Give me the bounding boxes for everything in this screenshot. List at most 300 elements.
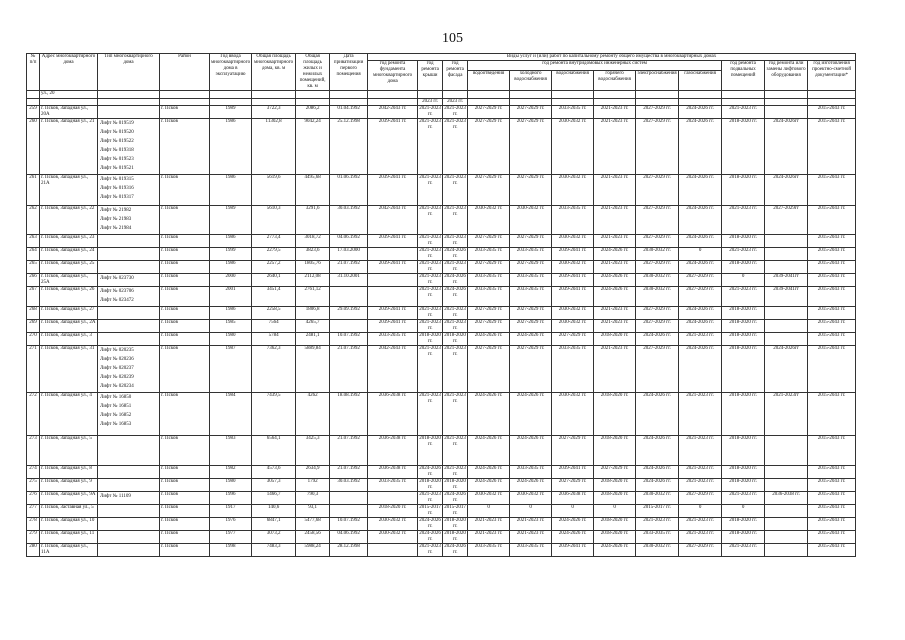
- row-foundation: 2018-2020 гг.: [368, 505, 418, 518]
- lift-id: Лифт № 16851: [100, 404, 132, 409]
- row-foundation: [368, 544, 418, 557]
- row-design-docs: 2015-2043 гг.: [808, 248, 856, 261]
- row-lifts: [98, 248, 160, 261]
- lift-id: Лифт № 019315: [100, 177, 134, 182]
- row-district: г. Псков: [160, 346, 210, 393]
- row-design-docs: 2015-2043 гг.: [808, 235, 856, 248]
- row-foundation: 2042-2043 гг.: [368, 346, 418, 393]
- row-basement: [722, 91, 765, 99]
- row-electricity: 2030-2032 гг.: [636, 544, 679, 557]
- row-lifts: [98, 274, 160, 287]
- row-cold-water: 2027-2029 гг.: [510, 119, 552, 175]
- row-design-docs: 2015-2043 гг.: [808, 287, 856, 307]
- row-lifts: [98, 206, 160, 235]
- row-lift-repair: 2024-2026гг: [765, 346, 808, 393]
- row-lifts: [98, 106, 160, 119]
- row-number: 276: [27, 492, 40, 505]
- repair-schedule-table: [26, 53, 856, 557]
- row-address: г. Псков, Западная ул., 9А: [40, 492, 98, 505]
- row-hot-water: 2027-2029 гг.: [594, 466, 636, 479]
- row-gas: 2027-2029 гг.: [679, 544, 722, 557]
- row-water-supply: 2030-2032 гг.: [552, 320, 594, 333]
- row-total-area: [252, 91, 296, 99]
- row-foundation: 2036-2038 гг.: [368, 436, 418, 466]
- row-gas: 2024-2026 гг.: [679, 206, 722, 235]
- row-foundation: 2036-2038 гг.: [368, 393, 418, 436]
- row-cold-water: 2027-2029 гг.: [510, 320, 552, 333]
- row-district: г. Псков: [160, 287, 210, 307]
- header-basement: год ремонта подвальных помещений: [722, 61, 765, 91]
- lift-id: Лифт № 019317: [100, 195, 134, 200]
- table-row: [27, 492, 856, 505]
- row-living-area: 1806,8: [296, 307, 330, 320]
- table-row: [27, 436, 856, 466]
- row-living-area: 5889,84: [296, 346, 330, 393]
- row-priv-date: 18.08.1992: [330, 393, 368, 436]
- row-living-area: 4262: [296, 393, 330, 436]
- table-row: [27, 287, 856, 307]
- row-total-area: 1466,7: [252, 492, 296, 505]
- row-gas: 2024-2026 гг.: [679, 346, 722, 393]
- row-address: ул., 20: [40, 91, 98, 99]
- row-address: г. Псков, Западная ул., 9: [40, 479, 98, 492]
- lift-id: Лифт № 019318: [100, 148, 134, 153]
- row-total-area: 6847,1: [252, 518, 296, 531]
- row-lift-repair: [765, 261, 808, 274]
- row-lift-repair: [765, 99, 808, 106]
- row-water-disposal: 2027-2029 гг.: [468, 106, 510, 119]
- row-hot-water: 2021-2023 гг.: [594, 235, 636, 248]
- table-row: [27, 91, 856, 99]
- row-electricity: 2015-2017 гг.: [636, 505, 679, 518]
- row-roof: 2021-2023 гг.: [418, 206, 443, 235]
- row-basement: 2018-2020 гг.: [722, 119, 765, 175]
- table-row: [27, 206, 856, 235]
- row-foundation: 2033-2035 гг.: [368, 479, 418, 492]
- row-lifts: [98, 307, 160, 320]
- row-number: 273: [27, 436, 40, 466]
- row-hot-water: 2018-2020 гг.: [594, 393, 636, 436]
- table-header: [27, 54, 856, 91]
- row-priv-date: 31.10.2001: [330, 274, 368, 287]
- row-facade: 2024-2026 гг.: [443, 287, 468, 307]
- lift-id: Лифт № 019523: [100, 157, 134, 162]
- row-foundation: [368, 492, 418, 505]
- row-roof: 2021-2023 гг.: [419, 492, 441, 503]
- row-lift-repair: [765, 505, 808, 518]
- row-gas: 2024-2026 гг.: [679, 119, 722, 175]
- row-year: 1986: [210, 307, 252, 320]
- row-design-docs: 2015-2043 гг.: [808, 518, 856, 531]
- table-row: [27, 320, 856, 333]
- row-lift-repair: 2039-2041гг: [765, 274, 808, 287]
- table-row: [27, 235, 856, 248]
- row-priv-date: [330, 99, 368, 106]
- row-living-area: 3291,6: [296, 206, 330, 235]
- lift-id: Лифт № 020236: [100, 357, 134, 362]
- row-total-area: 140,6: [252, 505, 296, 518]
- lift-id: Лифт № 21984: [100, 226, 132, 231]
- row-foundation: [368, 91, 418, 99]
- row-gas: 2021-2023 гг.: [679, 518, 722, 531]
- row-water-supply: 2027-2029 гг.: [552, 479, 594, 492]
- row-electricity: 2021-2023 гг.: [636, 518, 679, 531]
- row-lifts: [98, 175, 160, 206]
- row-lifts: [98, 505, 160, 518]
- row-water-supply: 2030-2032 гг.: [552, 175, 594, 206]
- row-cold-water: 2027-2029 гг.: [510, 106, 552, 119]
- row-cold-water: 2027-2029 гг.: [510, 307, 552, 320]
- row-living-area: 2458,56: [296, 531, 330, 544]
- row-basement: 2018-2020 гг.: [722, 320, 765, 333]
- row-facade: 2021-2023 гг.: [443, 206, 468, 235]
- row-year: 1982: [210, 466, 252, 479]
- row-electricity: 2027-2029 гг.: [636, 119, 679, 175]
- row-living-area: 3425,3: [296, 436, 330, 466]
- row-number: 260: [27, 119, 40, 175]
- row-address: г. Псков, Западная ул., 22: [40, 206, 98, 235]
- row-address: г. Псков, Западная ул., 31: [40, 346, 98, 393]
- row-electricity: 2030-2032 гг.: [636, 492, 679, 505]
- row-electricity: 2033-2035 гг.: [636, 531, 679, 544]
- row-facade: 2023 гг.: [443, 99, 468, 106]
- row-lifts: [98, 492, 160, 505]
- header-gas: газоснабжения: [679, 71, 722, 91]
- row-facade: 2021-2023 гг.: [444, 307, 466, 318]
- row-lift-repair: 2024-2026гг: [765, 175, 808, 206]
- row-roof: 2024-2026 гг.: [419, 466, 441, 477]
- row-number: 271: [27, 346, 40, 393]
- row-living-area: 1805,76: [296, 261, 330, 274]
- row-total-area: 3073,2: [252, 531, 296, 544]
- row-roof: 2018-2020 гг.: [419, 479, 441, 490]
- row-facade: 2024-2026 гг.: [444, 544, 466, 555]
- row-water-supply: 2039-2041 гг.: [552, 287, 594, 307]
- header-total-area: Общая площадь многоквартирного дома, кв. м: [252, 54, 296, 91]
- row-district: [160, 91, 210, 99]
- row-priv-date: 21.07.1992: [330, 466, 368, 479]
- table-row: [27, 544, 856, 557]
- row-water-supply: 0: [552, 505, 594, 518]
- row-lift-repair: [765, 307, 808, 320]
- row-district: г. Псков: [160, 479, 210, 492]
- row-year: 1996: [210, 492, 252, 505]
- row-cold-water: 2024-2026 гг.: [510, 333, 552, 346]
- row-living-area: 2481,1: [296, 333, 330, 346]
- row-water-disposal: 2021-2023 гг.: [468, 518, 510, 531]
- row-year: 1976: [210, 518, 252, 531]
- lift-id: Лифт № 020235: [100, 348, 134, 353]
- row-lifts: [98, 518, 160, 531]
- row-address: г. Псков, Западная ул., 21: [40, 119, 98, 175]
- row-roof: 2021-2023 гг.: [419, 235, 441, 246]
- row-basement: 2021-2023 гг.: [722, 248, 765, 261]
- row-total-area: 7439,5: [252, 393, 296, 436]
- header-num: № п/п: [27, 54, 40, 91]
- row-total-area: 7483,3: [252, 544, 296, 557]
- row-design-docs: 2015-2043 гг.: [808, 346, 856, 393]
- row-basement: 2018-2020 гг.: [722, 333, 765, 346]
- row-address: г. Псков, Западная ул., 27: [40, 307, 98, 320]
- table-row: [27, 518, 856, 531]
- row-water-disposal: [468, 91, 510, 99]
- row-water-disposal: 2027-2029 гг.: [468, 320, 510, 333]
- row-lifts: [98, 320, 160, 333]
- row-water-disposal: 2027-2029 гг.: [468, 235, 510, 248]
- row-year: [210, 91, 252, 99]
- row-water-disposal: 2030-2032 гг.: [468, 206, 510, 235]
- row-hot-water: 0: [594, 505, 636, 518]
- row-hot-water: 2021-2023 гг.: [594, 175, 636, 206]
- row-lift-repair: [765, 518, 808, 531]
- table-row: [27, 505, 856, 518]
- row-water-supply: 2039-2041 гг.: [552, 466, 594, 479]
- table-row: [27, 119, 856, 175]
- row-gas: 2024-2026 гг.: [679, 106, 722, 119]
- row-basement: 2018-2020 гг.: [722, 307, 765, 320]
- table-row: [27, 333, 856, 346]
- row-cold-water: 2024-2026 гг.: [510, 436, 552, 466]
- row-gas: 2024-2026 гг.: [679, 175, 722, 206]
- row-total-area: 5619,6: [252, 175, 296, 206]
- row-gas: 2021-2023 гг.: [679, 466, 722, 479]
- row-hot-water: [594, 91, 636, 99]
- row-district: г. Псков: [160, 106, 210, 119]
- row-hot-water: 2018-2020 гг.: [594, 479, 636, 492]
- row-water-supply: 2024-2026 гг.: [552, 518, 594, 531]
- row-year: 1986: [210, 119, 252, 175]
- row-water-supply: 2033-2035 гг.: [552, 346, 594, 393]
- row-foundation: [368, 287, 418, 307]
- row-cold-water: 2033-2035 гг.: [510, 248, 552, 261]
- row-water-supply: 2033-2035 гг.: [552, 206, 594, 235]
- row-roof: 2021-2023 гг.: [418, 119, 443, 175]
- row-roof: 2021-2023 гг.: [418, 346, 443, 393]
- row-facade: 2021-2023 гг.: [443, 346, 468, 393]
- row-number: 264: [27, 248, 40, 261]
- row-total-area: 3451,4: [252, 287, 296, 307]
- row-hot-water: 2024-2026 гг.: [594, 544, 636, 557]
- row-district: г. Псков: [160, 505, 210, 518]
- row-address: г. Псков, Западная ул., 11А: [40, 544, 98, 557]
- row-foundation: 2039-2041 гг.: [368, 307, 418, 320]
- row-lift-repair: 2036-2038 гг.: [765, 492, 808, 505]
- row-total-area: 5784: [252, 333, 296, 346]
- row-design-docs: 2015-2043 гг.: [808, 274, 856, 287]
- row-lift-repair: [765, 333, 808, 346]
- table-row: [27, 274, 856, 287]
- row-gas: 2021-2023 гг.: [679, 436, 722, 466]
- row-lifts: [98, 479, 160, 492]
- row-cold-water: 2033-2035 гг.: [510, 274, 552, 287]
- row-basement: 2018-2020 гг.: [722, 466, 765, 479]
- row-address: [40, 99, 98, 106]
- row-facade: 2024-2026 гг.: [444, 248, 466, 259]
- row-water-supply: 2039-2041 гг.: [552, 274, 594, 287]
- row-electricity: [636, 99, 679, 106]
- row-water-disposal: 2024-2026 гг.: [468, 479, 510, 492]
- lift-id: Лифт № 019519: [100, 121, 134, 126]
- row-basement: 0: [722, 274, 765, 287]
- row-water-disposal: 2024-2026 гг.: [468, 333, 510, 346]
- row-priv-date: 28.12.1998: [330, 544, 368, 557]
- row-roof: [418, 91, 443, 99]
- row-cold-water: 2030-2032 гг.: [510, 492, 552, 505]
- row-foundation: 2039-2041 гг.: [368, 261, 418, 274]
- header-lift-repair: год ремонта или замены лифтового оборудования: [765, 61, 808, 91]
- header-district: Район: [160, 54, 210, 91]
- row-hot-water: 2021-2023 гг.: [594, 307, 636, 320]
- row-facade: 2021-2023 гг.: [444, 235, 466, 246]
- row-hot-water: 2021-2023 гг.: [594, 106, 636, 119]
- row-number: 278: [27, 518, 40, 531]
- row-roof: 2018-2020 гг.: [419, 333, 441, 344]
- row-gas: 2021-2023 гг.: [679, 479, 722, 492]
- row-water-supply: 2039-2041 гг.: [552, 544, 594, 557]
- row-water-disposal: 2033-2035 гг.: [468, 544, 510, 557]
- row-foundation: 2039-2041 гг.: [368, 320, 418, 333]
- row-water-supply: 2039-2041 гг.: [552, 248, 594, 261]
- row-water-supply: 2027-2029 гг.: [552, 333, 594, 346]
- row-lifts: [98, 119, 160, 175]
- header-cold-water: холодного водоснабжения: [510, 71, 552, 91]
- row-design-docs: 2015-2043 гг.: [808, 479, 856, 492]
- row-hot-water: 2021-2023 гг.: [594, 320, 636, 333]
- header-roof: год ремонта крыши: [418, 61, 443, 91]
- row-basement: 2018-2020 гг.: [722, 518, 765, 531]
- row-lifts: [98, 346, 160, 393]
- row-year: 2000: [210, 274, 252, 287]
- row-total-area: 6564,1: [252, 436, 296, 466]
- row-facade: 2021-2023 гг.: [444, 320, 466, 331]
- row-roof: 2021-2023 гг.: [419, 274, 441, 285]
- header-hot-water-supply: водоснабжения: [552, 71, 594, 91]
- row-hot-water: 2021-2023 гг.: [594, 206, 636, 235]
- row-living-area: 2634,9: [296, 466, 330, 479]
- row-design-docs: [808, 99, 856, 106]
- row-lift-repair: [765, 320, 808, 333]
- row-hot-water: 2018-2020 гг.: [594, 531, 636, 544]
- row-gas: 0: [679, 505, 722, 518]
- lift-id: Лифт № 020234: [100, 384, 134, 389]
- row-living-area: 93,1: [296, 505, 330, 518]
- row-living-area: 2086,2: [296, 106, 330, 119]
- row-year: 1917: [210, 505, 252, 518]
- row-electricity: 2027-2029 гг.: [636, 175, 679, 206]
- row-foundation: 2030-2032 гг.: [368, 518, 418, 531]
- row-lifts: [98, 393, 160, 436]
- row-water-supply: [552, 91, 594, 99]
- row-water-disposal: 2021-2023 гг.: [468, 531, 510, 544]
- row-cold-water: [510, 91, 552, 99]
- lift-id: Лифт № 11109: [100, 494, 131, 499]
- row-number: 265: [27, 261, 40, 274]
- row-lift-repair: 2039-2041гг: [765, 287, 808, 307]
- row-design-docs: 2015-2043 гг.: [808, 307, 856, 320]
- row-total-area: 3722,3: [252, 106, 296, 119]
- row-district: г. Псков: [160, 119, 210, 175]
- row-water-supply: 2024-2026 гг.: [552, 531, 594, 544]
- header-living-area: Общая площадь жилых и нежилых помещений, кв. м: [296, 54, 330, 91]
- row-district: г. Псков: [160, 307, 210, 320]
- table-body: [27, 91, 856, 557]
- row-electricity: 2027-2029 гг.: [636, 235, 679, 248]
- row-water-disposal: 2024-2026 гг.: [468, 436, 510, 466]
- row-design-docs: [808, 91, 856, 99]
- row-year: 1985: [210, 320, 252, 333]
- row-basement: 2021-2023 гг.: [722, 106, 765, 119]
- row-basement: 0: [722, 505, 765, 518]
- row-roof: 2021-2023 гг.: [419, 307, 441, 318]
- row-address: г. Псков, Западная ул., 10: [40, 518, 98, 531]
- row-living-area: 2761,12: [296, 287, 330, 307]
- row-gas: 2027-2029 гг.: [679, 274, 722, 287]
- lift-id: Лифт № 21983: [100, 217, 132, 222]
- row-cold-water: 2030-2032 гг.: [510, 206, 552, 235]
- row-priv-date: 17.03.2000: [330, 248, 368, 261]
- row-design-docs: 2015-2043 гг.: [808, 531, 856, 544]
- row-number: 263: [27, 235, 40, 248]
- row-living-area: 2112,08: [296, 274, 330, 287]
- row-hot-water: 2021-2023 гг.: [594, 119, 636, 175]
- row-address: г. Псков, Западная ул., 3: [40, 333, 98, 346]
- row-water-supply: 2036-2038 гг.: [552, 492, 594, 505]
- row-cold-water: [510, 99, 552, 106]
- row-district: г. Псков: [160, 518, 210, 531]
- row-gas: 0: [679, 248, 722, 261]
- header-engineering-group: год ремонта внутридомовых инженерных систем: [468, 61, 722, 71]
- header-electricity: электроснабжения: [636, 71, 679, 91]
- row-number: 280: [27, 544, 40, 557]
- row-number: 266: [27, 274, 40, 287]
- row-address: г. Псков, Западная ул., 26: [40, 287, 98, 307]
- lift-id: Лифт № 16850: [100, 395, 132, 400]
- row-lift-repair: [765, 466, 808, 479]
- row-number: 270: [27, 333, 40, 346]
- row-address: г. Псков, Западная ул., 21А: [40, 175, 98, 206]
- row-basement: 2021-2023 гг.: [722, 206, 765, 235]
- row-electricity: 2027-2029 гг.: [636, 346, 679, 393]
- lift-id: Лифт № 019520: [100, 130, 134, 135]
- row-gas: 2027-2029 гг.: [679, 287, 722, 307]
- row-total-area: 3057,3: [252, 479, 296, 492]
- row-district: г. Псков: [160, 466, 210, 479]
- row-gas: 2024-2026 гг.: [679, 307, 722, 320]
- row-basement: 2021-2023 гг.: [722, 492, 765, 505]
- row-cold-water: 0: [510, 505, 552, 518]
- row-roof: 2018-2020 гг.: [418, 436, 443, 466]
- row-total-area: 2773,4: [252, 235, 296, 248]
- row-address: г. Псков, Западная ул., 11: [40, 531, 98, 544]
- row-total-area: 11302,8: [252, 119, 296, 175]
- row-water-supply: 2030-2032 гг.: [552, 119, 594, 175]
- row-electricity: 2027-2029 гг.: [636, 206, 679, 235]
- row-electricity: 2030-2032 гг.: [636, 287, 679, 307]
- row-design-docs: 2015-2043 гг.: [808, 393, 856, 436]
- table-row: [27, 307, 856, 320]
- row-electricity: [636, 91, 679, 99]
- row-priv-date: [330, 505, 368, 518]
- row-total-area: 7362,3: [252, 346, 296, 393]
- row-lifts: [98, 287, 160, 307]
- row-priv-date: 21.07.1992: [330, 436, 368, 466]
- row-district: г. Псков: [160, 436, 210, 466]
- row-water-disposal: 2027-2029 гг.: [468, 307, 510, 320]
- row-facade: 2021-2023 гг.: [443, 436, 468, 466]
- row-foundation: 2042-2043 гг.: [368, 206, 418, 235]
- row-basement: [722, 99, 765, 106]
- row-year: 1984: [210, 393, 252, 436]
